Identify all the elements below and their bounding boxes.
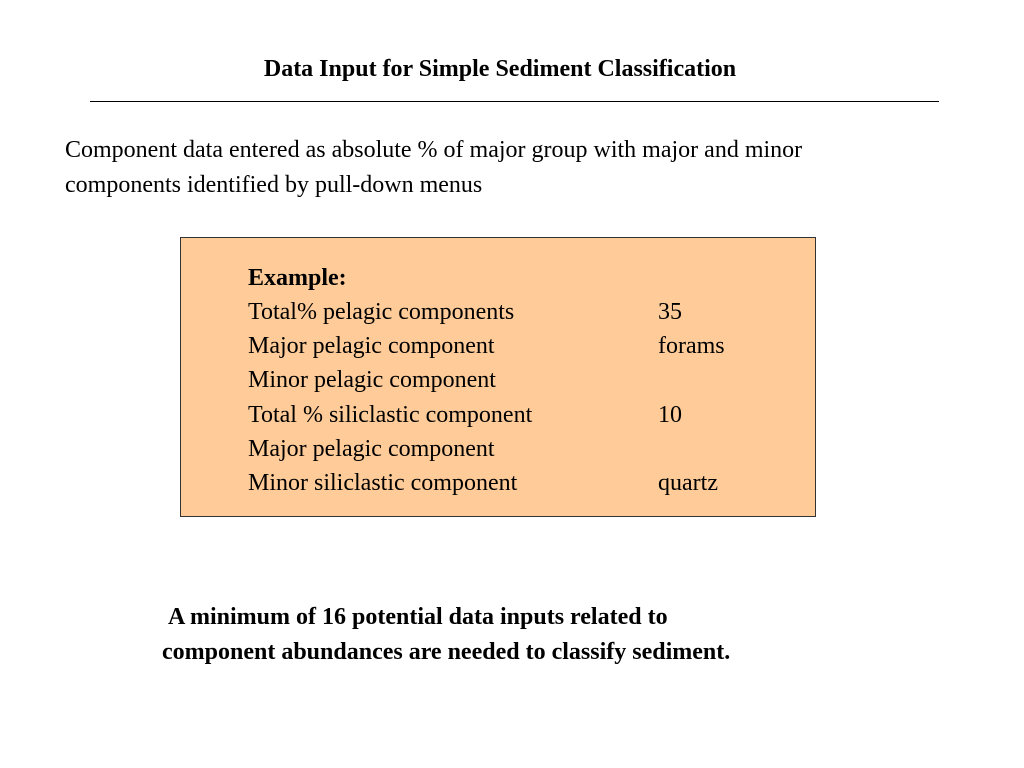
example-box [180,237,816,517]
example-row-label: Total% pelagic components [248,299,515,325]
intro-line-2: components identified by pull-down menus [65,172,483,198]
example-row-total-siliclastic [248,398,788,432]
intro-line-1: Component data entered as absolute % of major group with major and minor [65,137,803,163]
example-row-minor-pelagic [248,363,788,397]
example-row-value: 10 [658,401,682,428]
example-row-minor-siliclastic [248,466,788,500]
example-row-value: forams [658,333,725,360]
example-row-major-pelagic-2 [248,432,788,466]
conclusion-line-2: component abundances are needed to classify sediment. [162,639,731,665]
example-rows [248,295,788,500]
example-row-major-pelagic [248,329,788,363]
example-row-label: Major pelagic component [248,333,495,360]
title-divider [90,101,939,102]
conclusion-line-1: A minimum of 16 potential data inputs related to [168,604,668,630]
example-row-value: 35 [658,299,682,325]
example-row-value: quartz [658,469,718,496]
example-heading: Example: [248,265,347,291]
example-row-label: Major pelagic component [248,435,495,462]
slide-title: Data Input for Simple Sediment Classification [263,56,737,82]
example-row-label: Total % siliclastic component [248,401,533,428]
example-row-label: Minor siliclastic component [248,469,518,496]
example-row-label: Minor pelagic component [248,367,496,394]
intro-paragraph [65,133,965,203]
example-row-total-pelagic [248,295,788,329]
conclusion-text [162,600,882,670]
